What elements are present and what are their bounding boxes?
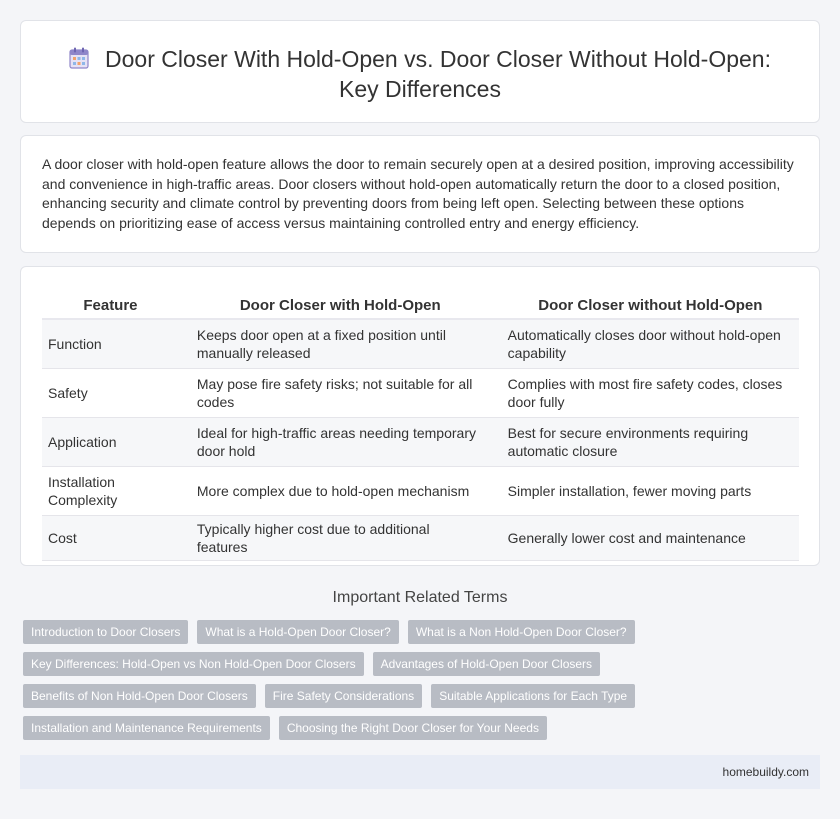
- table-row: [42, 515, 799, 560]
- row-feature: Safety: [42, 368, 179, 417]
- tag-row-1: [23, 620, 635, 644]
- row-without-hold-open: Best for secure environments requiring automatic closure: [502, 417, 799, 466]
- title-line-2: Key Differences: [339, 76, 501, 102]
- related-tag[interactable]: Suitable Applications for Each Type: [431, 684, 635, 708]
- related-tag[interactable]: Choosing the Right Door Closer for Your Needs: [279, 716, 547, 740]
- intro-paragraph: A door closer with hold-open feature allows the door to remain securely open at a desired position, improving accessibility and convenience in high-traffic areas. Door closers without hold-open automatically return the door to a closed position, enhancing security and climate control by preventing doors from being left open. Selecting between these options depends on prioritizing ease of access versus maintaining controlled entry and energy efficiency.: [42, 156, 794, 231]
- footer-site-link[interactable]: homebuildy.com: [722, 765, 809, 779]
- row-with-hold-open: May pose fire safety risks; not suitable for all codes: [191, 368, 490, 417]
- comparison-table: [42, 297, 799, 561]
- tag-row-4: [23, 716, 547, 740]
- related-terms-heading: Important Related Terms: [332, 589, 508, 606]
- related-tag[interactable]: Fire Safety Considerations: [265, 684, 422, 708]
- footer-bar: [20, 755, 820, 789]
- row-with-hold-open: Typically higher cost due to additional features: [191, 515, 490, 560]
- title-card: [20, 20, 820, 123]
- page-title: [21, 44, 819, 104]
- row-feature: Cost: [42, 515, 179, 560]
- tag-row-2: [23, 652, 600, 676]
- table-row: [42, 417, 799, 466]
- row-without-hold-open: Generally lower cost and maintenance: [502, 515, 799, 560]
- related-tag[interactable]: What is a Non Hold-Open Door Closer?: [408, 620, 635, 644]
- comparison-table-card: [20, 266, 820, 566]
- related-tag[interactable]: Installation and Maintenance Requirements: [23, 716, 270, 740]
- related-tag[interactable]: Key Differences: Hold-Open vs Non Hold-Open Door Closers: [23, 652, 364, 676]
- row-with-hold-open: Ideal for high-traffic areas needing temporary door hold: [191, 417, 490, 466]
- header-feature: Feature: [42, 297, 179, 319]
- table-row: [42, 466, 799, 515]
- tag-row-3: [23, 684, 635, 708]
- table-header-row: [42, 297, 799, 319]
- row-feature: Function: [42, 319, 179, 368]
- title-line-1: Door Closer With Hold-Open vs. Door Closer Without Hold-Open:: [105, 46, 771, 72]
- related-tag[interactable]: What is a Hold-Open Door Closer?: [197, 620, 398, 644]
- row-feature: Application: [42, 417, 179, 466]
- row-with-hold-open: More complex due to hold-open mechanism: [191, 466, 490, 515]
- header-without-hold-open: Door Closer without Hold-Open: [502, 297, 799, 319]
- row-without-hold-open: Complies with most fire safety codes, closes door fully: [502, 368, 799, 417]
- row-without-hold-open: Simpler installation, fewer moving parts: [502, 466, 799, 515]
- row-with-hold-open: Keeps door open at a fixed position until manually released: [191, 319, 490, 368]
- table-row: [42, 368, 799, 417]
- related-tag[interactable]: Benefits of Non Hold-Open Door Closers: [23, 684, 256, 708]
- table-row: [42, 319, 799, 368]
- related-tag[interactable]: Introduction to Door Closers: [23, 620, 188, 644]
- row-feature: Installation Complexity: [42, 466, 179, 515]
- header-with-hold-open: Door Closer with Hold-Open: [191, 297, 490, 319]
- calendar-grid-icon: [69, 47, 89, 69]
- row-without-hold-open: Automatically closes door without hold-open capability: [502, 319, 799, 368]
- intro-card: [20, 135, 820, 253]
- related-tag[interactable]: Advantages of Hold-Open Door Closers: [373, 652, 600, 676]
